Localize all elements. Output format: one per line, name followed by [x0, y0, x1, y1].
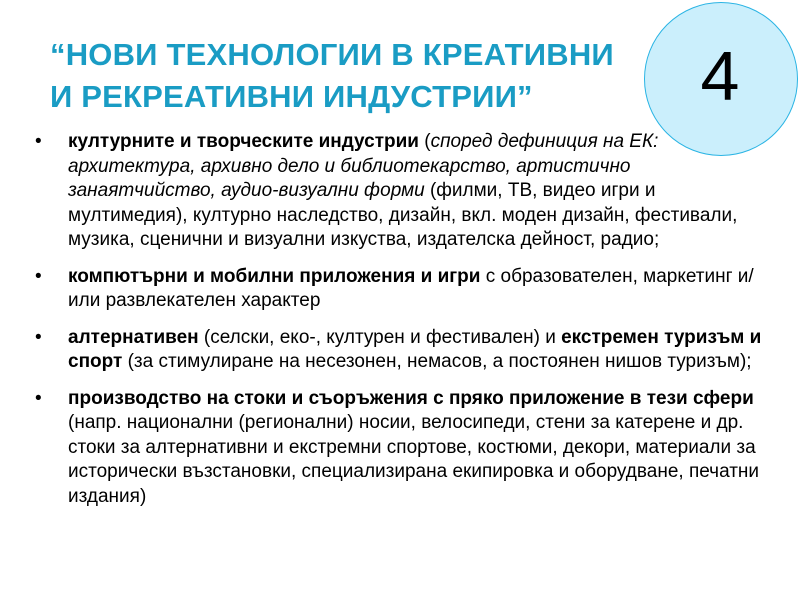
- list-item-text: [68, 266, 754, 312]
- body-text: с образователен, маркетинг и/или развлекателен характер: [68, 265, 754, 311]
- list-item-text: [68, 131, 737, 250]
- emphasis-text: екстремен туризъм и спорт: [68, 326, 762, 372]
- emphasis-text: производство на стоки и съоръжения с пряко приложение в тези сфери: [68, 387, 754, 409]
- italic-text: според дефиниция на ЕК: архитектура, архивно дело и библиотекарство, артистично занаятчийство, аудио-визуални форми: [68, 131, 659, 201]
- bullet-icon: •: [35, 326, 42, 348]
- body-text: (за стимулиране на несезонен, немасов, а постоянен нишов туризъм);: [122, 351, 752, 372]
- bullet-list: [35, 130, 780, 521]
- body-text: (: [418, 131, 431, 152]
- body-text: (напр. национални (регионални) носии, велосипеди, стени за катерене и др. стоки за алтернативни и екстремни спортове, костюми, декори, материали за исторически възстановки, специализирана екипировка и оборудване, печатни издания): [68, 412, 760, 507]
- body-text: (филми, ТВ, видео игри и мултимедия), културно наследство, дизайн, вкл. моден дизайн, фестивали, музика, сценични и визуални изкуства, издателска дейност, радио;: [68, 180, 738, 250]
- list-item-text: [68, 327, 761, 373]
- emphasis-text: алтернативен: [68, 326, 199, 348]
- list-item: [35, 265, 780, 314]
- bullet-icon: •: [35, 131, 42, 152]
- bullet-icon: •: [35, 265, 42, 287]
- slide-title-line-1: “НОВИ ТЕХНОЛОГИИ В КРЕАТИВНИ: [50, 37, 614, 72]
- slide-number: 4: [700, 37, 740, 115]
- list-item: [35, 326, 780, 375]
- slide-title-line-2: И РЕКРЕАТИВНИ ИНДУСТРИИ”: [50, 79, 533, 114]
- emphasis-text: културните и творческите индустрии: [68, 131, 419, 152]
- slide-title: [50, 34, 670, 118]
- body-text: (селски, еко-, културен и фестивален) и: [198, 326, 562, 348]
- list-item-text: [68, 388, 759, 507]
- list-item: [35, 130, 780, 253]
- emphasis-text: компютърни и мобилни приложения и игри: [68, 265, 481, 287]
- list-item: [35, 387, 780, 510]
- bullet-icon: •: [35, 387, 42, 409]
